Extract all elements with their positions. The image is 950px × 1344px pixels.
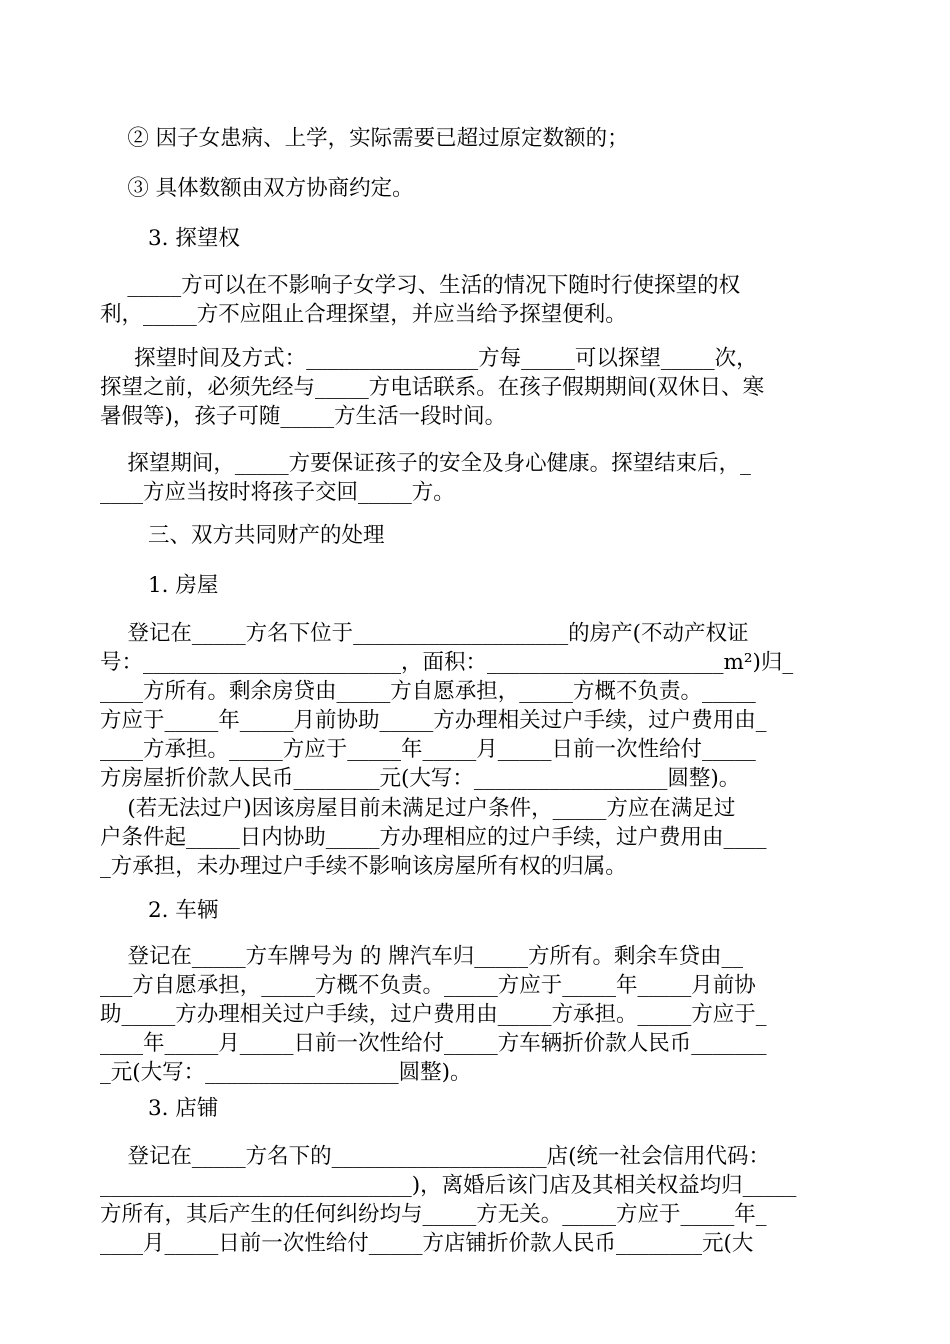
paragraph-line: ____方所有。剩余房贷由_____方自愿承担，_____方概不负责。_____ [100, 679, 756, 704]
paragraph-line: _____方可以在不影响子女学习、生活的情况下随时行使探望的权 [100, 273, 741, 298]
paragraph-line: _____________________________)，离婚后该门店及其相关权益均归_____ [100, 1173, 797, 1198]
section-heading: 3. 店铺 [148, 1096, 219, 1121]
paragraph-line: ____月_____日前一次性给付_____方店铺折价款人民币________元(大 [100, 1231, 754, 1256]
paragraph-line: 利，_____方不应阻止合理探望，并应当给予探望便利。 [100, 302, 627, 327]
paragraph-line: 暑假等)，孩子可随_____方生活一段时间。 [100, 404, 507, 429]
paragraph-line: ③ 具体数额由双方协商约定。 [100, 176, 414, 201]
paragraph-line: _方承担，未办理过户手续不影响该房屋所有权的归属。 [100, 854, 627, 879]
paragraph-line: ____方应当按时将孩子交回_____方。 [100, 480, 455, 505]
paragraph-line: ____年_____月_____日前一次性给付_____方车辆折价款人民币_______ [100, 1031, 767, 1056]
paragraph-line: _元(大写：__________________圆整)。 [100, 1060, 472, 1085]
paragraph-line: 探望期间，_____方要保证孩子的安全及身心健康。探望结束后，_ [100, 451, 751, 476]
paragraph-line: 方所有，其后产生的任何纠纷均与_____方无关。_____方应于_____年_ [100, 1202, 767, 1227]
paragraph-line: 登记在_____方名下的____________________店(统一社会信用代码： [100, 1144, 770, 1169]
paragraph-line: 登记在_____方车牌号为 的 牌汽车归_____方所有。剩余车贷由__ [100, 944, 744, 969]
paragraph-line: 户条件起_____日内协助_____方办理相应的过户手续，过户费用由____ [100, 825, 767, 850]
paragraph-line: 助_____方办理相关过户手续，过户费用由_____方承担。_____方应于_ [100, 1002, 767, 1027]
section-heading: 1. 房屋 [148, 573, 219, 598]
paragraph-line: ② 因子女患病、上学，实际需要已超过原定数额的； [100, 126, 629, 151]
section-heading: 2. 车辆 [148, 898, 219, 923]
paragraph-line: (若无法过户)因该房屋目前未满足过户条件，_____方应在满足过 [100, 796, 736, 821]
paragraph-line: 号：________________________，面积：______________________m²)归_ [100, 650, 794, 675]
paragraph-line: 方房屋折价款人民币________元(大写：__________________圆整)。 [100, 766, 741, 791]
section-heading: 3. 探望权 [148, 226, 240, 251]
paragraph-line: 登记在_____方名下位于____________________的房产(不动产权证 [100, 621, 749, 646]
paragraph-line: 探望之前，必须先经与_____方电话联系。在孩子假期期间(双休日、寒 [100, 375, 765, 400]
section-heading: 三、双方共同财产的处理 [148, 523, 385, 548]
paragraph-line: ___方自愿承担，_____方概不负责。_____方应于_____年_____月前协 [100, 973, 756, 998]
paragraph-line: ____方承担。_____方应于_____年_____月_____日前一次性给付_____ [100, 737, 756, 762]
paragraph-line: 探望时间及方式：________________方每_____可以探望_____次， [100, 346, 758, 371]
paragraph-line: 方应于_____年_____月前协助_____方办理相关过户手续，过户费用由_ [100, 708, 767, 733]
